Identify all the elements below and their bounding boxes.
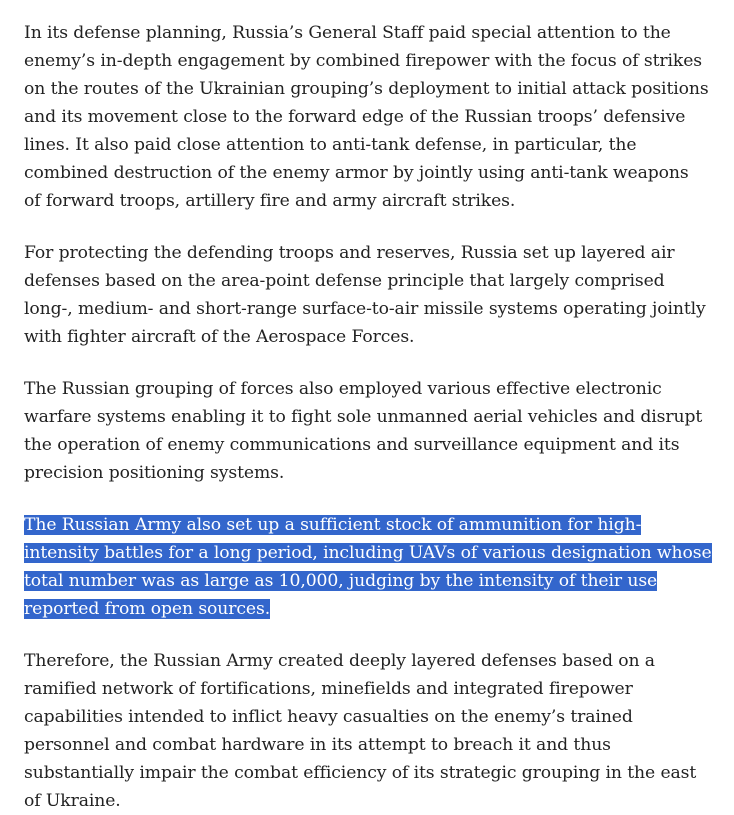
paragraph-conclusion[interactable] [24,647,724,815]
text-line: and its movement close to the forward edge of the Russian troops’ defensive [24,107,686,127]
text-line: the operation of enemy communications and surveillance equipment and its [24,435,680,455]
text-line: of Ukraine. [24,791,121,811]
paragraph-air-defenses[interactable] [24,239,724,351]
selected-text-line [24,567,724,595]
text-line: capabilities intended to inflict heavy casualties on the enemy’s trained [24,707,633,727]
text-line: with fighter aircraft of the Aerospace Forces. [24,327,415,347]
text-line: Therefore, the Russian Army created deeply layered defenses based on a [24,651,655,671]
text-line: The Russian grouping of forces also employed various effective electronic [24,379,662,399]
selection-highlight[interactable]: reported from open sources. [24,599,271,619]
text-line: warfare systems enabling it to fight sole unmanned aerial vehicles and disrupt [24,407,703,427]
text-line: precision positioning systems. [24,463,285,483]
paragraph-electronic-warfare[interactable] [24,375,724,487]
selection-highlight[interactable]: intensity battles for a long period, including UAVs of various designation whose [24,543,712,563]
text-line: defenses based on the area-point defense principle that largely comprised [24,271,665,291]
text-line: For protecting the defending troops and reserves, Russia set up layered air [24,243,675,263]
text-line: of forward troops, artillery fire and army aircraft strikes. [24,191,516,211]
text-line: on the routes of the Ukrainian grouping’s deployment to initial attack positions [24,79,709,99]
text-line: ramified network of fortifications, minefields and integrated firepower [24,679,633,699]
paragraph-ammunition-selected[interactable] [24,511,724,623]
text-line: substantially impair the combat efficiency of its strategic grouping in the east [24,763,697,783]
selected-text-line [24,511,724,539]
selection-highlight[interactable]: total number was as large as 10,000, judging by the intensity of their use [24,571,658,591]
text-line: personnel and combat hardware in its attempt to breach it and thus [24,735,611,755]
selection-highlight[interactable]: The Russian Army also set up a sufficient stock of ammunition for high- [24,515,642,535]
paragraph-defense-planning[interactable] [24,19,724,215]
text-line: combined destruction of the enemy armor by jointly using anti-tank weapons [24,163,689,183]
text-line: lines. It also paid close attention to anti-tank defense, in particular, the [24,135,637,155]
text-line: enemy’s in-depth engagement by combined firepower with the focus of strikes [24,51,703,71]
text-line: long-, medium- and short-range surface-to-air missile systems operating jointly [24,299,706,319]
text-line: In its defense planning, Russia’s General Staff paid special attention to the [24,23,671,43]
selected-text-line [24,539,724,567]
selected-text-line [24,595,724,623]
